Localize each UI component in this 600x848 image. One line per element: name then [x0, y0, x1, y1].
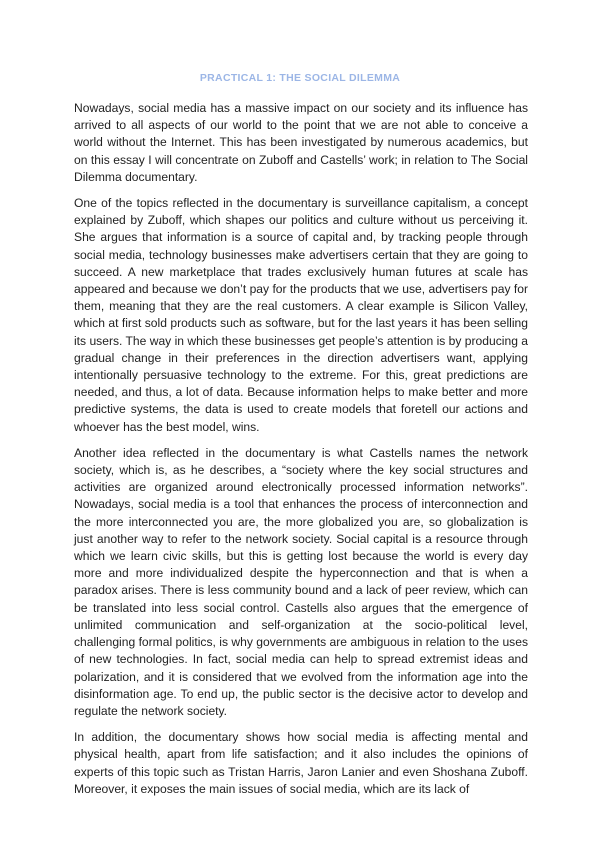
paragraph-intro: Nowadays, social media has a massive impact on our society and its influence has arrived to all aspects of our world to the point that we are not able to conceive a world without the Internet. This has been investigated by numerous academics, but on this essay I will concentrate on Zuboff and Castells’ work; in relation to The Social Dilemma documentary. — [74, 101, 528, 184]
paragraph-mental-health: In addition, the documentary shows how social media is affecting mental and physical health, apart from life satisfaction; and it also includes the opinions of experts of this topic such as Tristan Harris, Jaron Lanier and even Shoshana Zuboff. Moreover, it exposes the main issues of social media, which are its lack of — [74, 730, 528, 796]
paragraph-network-society: Another idea reflected in the documentary is what Castells names the network society, which is, as he describes, a “society where the key social structures and activities are organized around electronically processed information networks”. Nowadays, social media is a tool that enhances the process of interconnection and the more interconnected you are, the more globalized you are, so globalization is just another way to refer to the network society. Social capital is a resource through which we learn civic skills, but this is getting lost because the world is every day more and more individualized despite the hyperconnection and that is when a paradox arises. There is less community bound and a lack of peer review, which can be translated into less social control. Castells also argues that the emergence of unlimited communication and self-organization at the socio-political level, challenging formal politics, is why governments are ambiguous in relation to the uses of new technologies. In fact, social media can help to spread extremist ideas and polarization, and it is considered that we evolved from the information age into the disinformation age. To end up, the public sector is the decisive actor to develop and regulate the network society. — [74, 445, 528, 718]
document-body — [74, 100, 528, 807]
paragraph-surveillance-capitalism: One of the topics reflected in the documentary is surveillance capitalism, a concept explained by Zuboff, which shapes our politics and culture without us perceiving it. She argues that information is a source of capital and, by tracking people through social media, technology businesses make advertisers certain that they are going to succeed. A new marketplace that trades exclusively human futures at scale has appeared and because we don’t pay for the products that we use, advertisers pay for them, meaning that they are the real customers. A clear example is Silicon Valley, which at first sold products such as software, but for the last years it has been selling its users. The way in which these businesses get people’s attention is by producing a gradual change in their preferences in the direction advertisers want, applying intentionally persuasive technology to the extreme. For this, great predictions are needed, and thus, a lot of data. Because information helps to make better and more predictive systems, the data is used to create models that foretell our actions and whoever has the best model, wins. — [74, 196, 529, 434]
document-title: PRACTICAL 1: THE SOCIAL DILEMMA — [199, 72, 401, 84]
